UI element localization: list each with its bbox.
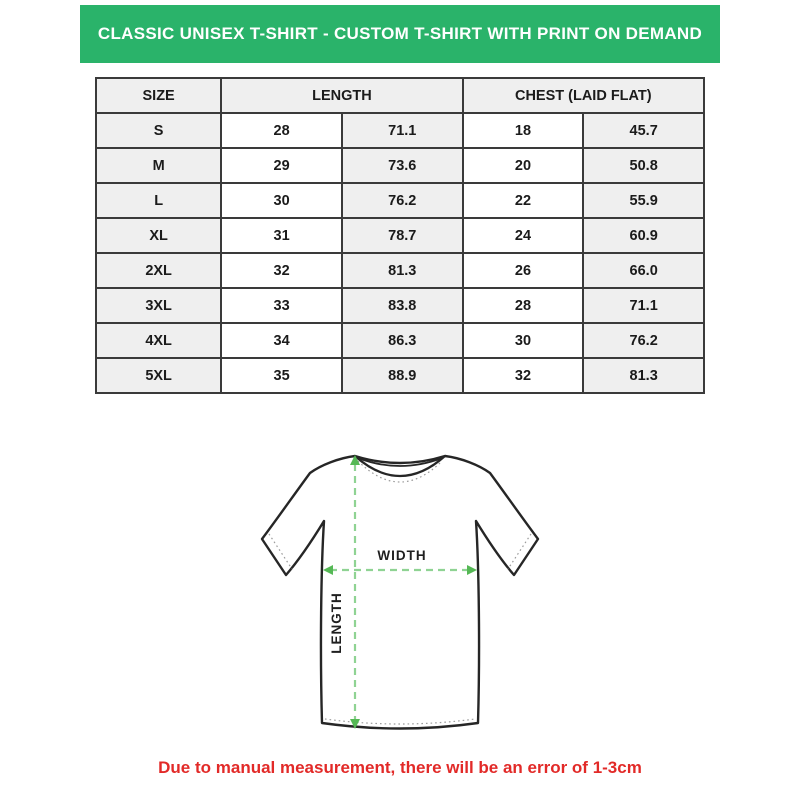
length-in-cell: 32 <box>221 253 342 288</box>
length-label: LENGTH <box>329 592 344 654</box>
length-cm-cell: 83.8 <box>342 288 463 323</box>
measurement-disclaimer: Due to manual measurement, there will be an error of 1-3cm <box>158 758 642 777</box>
chest-cm-cell: 55.9 <box>583 183 704 218</box>
length-in-cell: 33 <box>221 288 342 323</box>
chest-in-cell: 24 <box>463 218 584 253</box>
length-cm-cell: 78.7 <box>342 218 463 253</box>
table-row <box>96 183 704 218</box>
length-in-cell: 35 <box>221 358 342 393</box>
chest-cm-cell: 45.7 <box>583 113 704 148</box>
header-length: LENGTH <box>221 78 462 113</box>
table-row <box>96 148 704 183</box>
page-title: CLASSIC UNISEX T-SHIRT - CUSTOM T-SHIRT WITH PRINT ON DEMAND <box>97 24 703 43</box>
length-in-cell: 34 <box>221 323 342 358</box>
chest-cm-cell: 71.1 <box>583 288 704 323</box>
size-cell: L <box>96 183 221 218</box>
chest-in-cell: 28 <box>463 288 584 323</box>
length-in-cell: 28 <box>221 113 342 148</box>
chest-cm-cell: 76.2 <box>583 323 704 358</box>
chest-cm-cell: 81.3 <box>583 358 704 393</box>
header-chest: CHEST (LAID FLAT) <box>463 78 704 113</box>
length-in-cell: 29 <box>221 148 342 183</box>
length-cm-cell: 71.1 <box>342 113 463 148</box>
size-cell: 3XL <box>96 288 221 323</box>
header-size: SIZE <box>96 78 221 113</box>
size-cell: 5XL <box>96 358 221 393</box>
chest-cm-cell: 60.9 <box>583 218 704 253</box>
chest-cm-cell: 66.0 <box>583 253 704 288</box>
length-cm-cell: 86.3 <box>342 323 463 358</box>
length-cm-cell: 73.6 <box>342 148 463 183</box>
chest-in-cell: 26 <box>463 253 584 288</box>
width-label: WIDTH <box>377 548 427 563</box>
tshirt-diagram <box>255 442 545 742</box>
tshirt-outline <box>262 456 538 729</box>
chest-in-cell: 22 <box>463 183 584 218</box>
chest-cm-cell: 50.8 <box>583 148 704 183</box>
chest-in-cell: 30 <box>463 323 584 358</box>
chest-in-cell: 32 <box>463 358 584 393</box>
table-row <box>96 358 704 393</box>
table-header-row <box>96 78 704 113</box>
size-cell: M <box>96 148 221 183</box>
length-in-cell: 30 <box>221 183 342 218</box>
table-row <box>96 288 704 323</box>
size-cell: 2XL <box>96 253 221 288</box>
table-row <box>96 323 704 358</box>
length-in-cell: 31 <box>221 218 342 253</box>
table-row <box>96 218 704 253</box>
size-cell: XL <box>96 218 221 253</box>
chest-in-cell: 20 <box>463 148 584 183</box>
table-row <box>96 253 704 288</box>
size-cell: 4XL <box>96 323 221 358</box>
table-row <box>96 113 704 148</box>
length-cm-cell: 88.9 <box>342 358 463 393</box>
length-cm-cell: 81.3 <box>342 253 463 288</box>
chest-in-cell: 18 <box>463 113 584 148</box>
size-table <box>95 77 705 394</box>
title-banner <box>80 5 720 63</box>
length-cm-cell: 76.2 <box>342 183 463 218</box>
size-cell: S <box>96 113 221 148</box>
